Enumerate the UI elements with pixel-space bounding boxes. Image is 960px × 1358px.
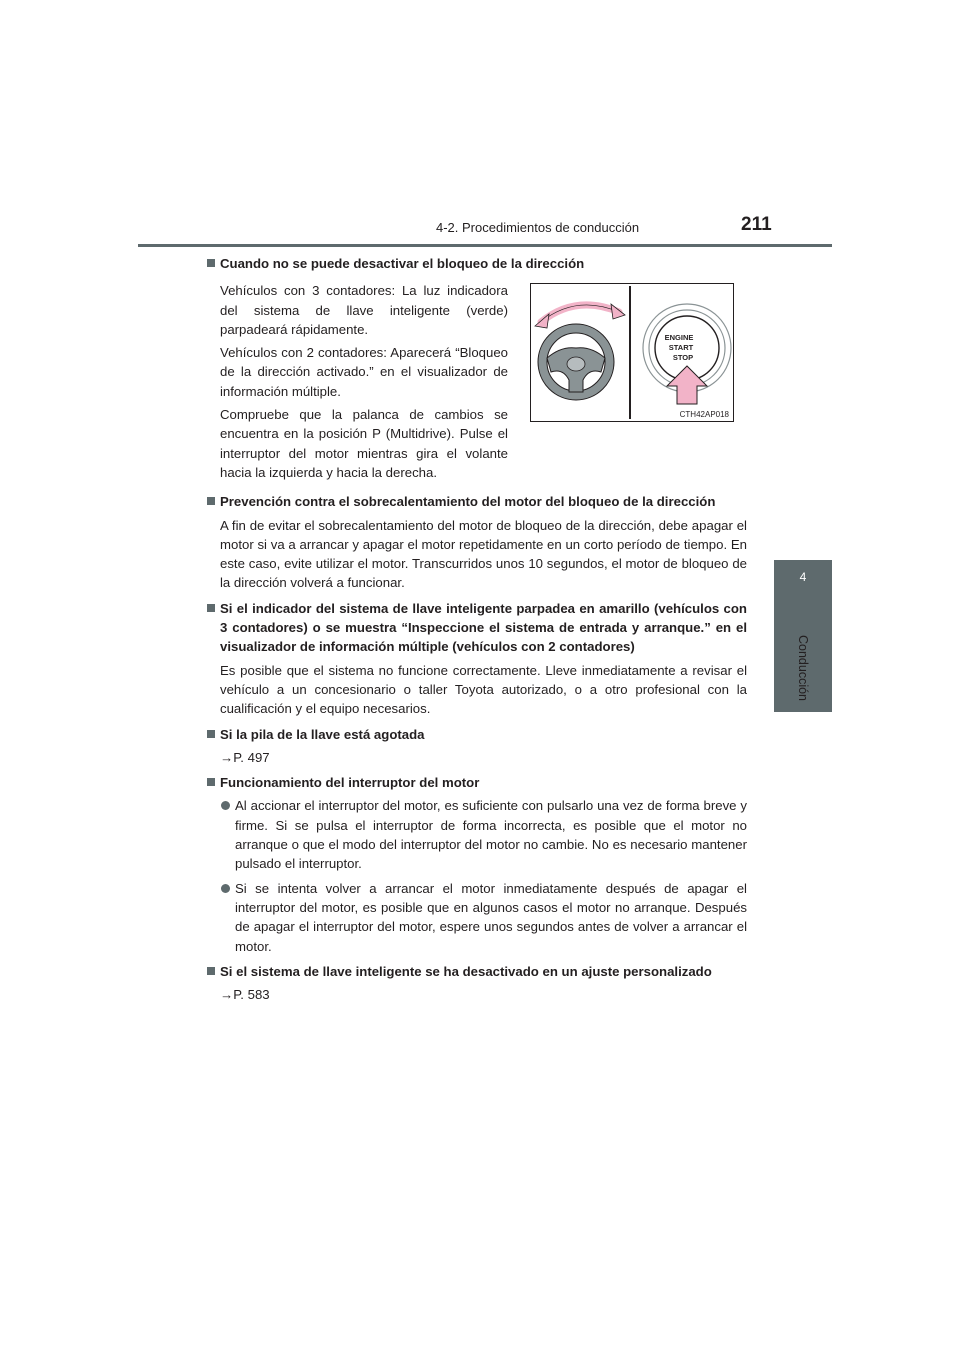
square-bullet-icon [207,497,215,505]
paragraph: Vehículos con 3 contadores: La luz indicadora del sistema de llave inteligente (verde) parpadeará rápidamente. [220,283,508,337]
section-title: Cuando no se puede desactivar el bloqueo de la dirección [207,254,747,273]
header-rule [138,244,832,247]
section-title: Si el indicador del sistema de llave inteligente parpadea en amarillo (vehículos con 3 contadores) o se muestra “Inspeccione el sistema de entrada y arranque.” en el visualizador de información múltiple (vehículos con 2 contadores) [207,599,747,657]
page-number: 211 [741,214,772,235]
section-title: Si el sistema de llave inteligente se ha desactivado en un ajuste personalizado [207,962,747,981]
section-title: Prevención contra el sobrecalentamiento del motor del bloqueo de la dirección [207,492,747,511]
page-reference-link[interactable]: →P. 583 [220,987,270,1003]
section-steering-lock [207,254,747,482]
square-bullet-icon [207,967,215,975]
button-text-start: START [668,343,694,352]
round-bullet-icon [221,801,230,810]
chapter-label-text: Conducción [796,634,810,702]
page-content [207,254,747,1010]
chapter-number: 4 [799,570,807,584]
list-item: Al accionar el interruptor del motor, es suficiente con pulsarlo una vez de forma breve y firme. Si se pulsa el interruptor de forma incorrecta, es posible que el motor no arranque o que el modo del interruptor del motor no cambie. No es necesario mantener pulsado el interruptor. [207,796,747,873]
section-indicator-flashing [207,599,747,719]
header-section-title: 4-2. Procedimientos de conducción [436,220,640,235]
square-bullet-icon [207,778,215,786]
section-key-battery [207,725,747,768]
section-title: Si la pila de la llave está agotada [207,725,747,744]
chapter-label [793,628,813,708]
paragraph: Es posible que el sistema no funcione correctamente. Lleve inmediatamente a revisar el vehículo a un concesionario o taller Toyota autorizado, o a otro profesional con la cualificación y el equipo necesarios. [220,662,747,717]
section-title: Funcionamiento del interruptor del motor [207,773,747,792]
button-text-stop: STOP [672,353,694,362]
square-bullet-icon [207,259,215,267]
square-bullet-icon [207,730,215,738]
paragraph: Vehículos con 2 contadores: Aparecerá “Bloqueo de la dirección activado.” en el visualizador de información múltiple. [220,345,508,399]
figure-code: CTH42AP018 [679,410,729,419]
section-overheat-prevention [207,492,747,592]
square-bullet-icon [207,604,215,612]
button-text-engine: ENGINE [664,333,694,342]
page-reference-link[interactable]: →P. 497 [220,749,270,765]
section-custom-setting [207,962,747,1005]
paragraph: Compruebe que la palanca de cambios se encuentra en la posición P (Multidrive). Pulse el interruptor del motor mientras gira el volante hacia la izquierda y hacia la derecha. [220,407,508,480]
round-bullet-icon [221,884,230,893]
paragraph: A fin de evitar el sobrecalentamiento del motor de bloqueo de la dirección, debe apagar el motor si va a arrancar y apagar el motor repetidamente en un corto período de tiempo. En este caso, evite utilizar el motor. Transcurridos unos 10 segundos, el motor de bloqueo de la dirección volverá a funcionar. [220,517,747,591]
section-engine-switch-operation [207,773,747,956]
list-item: Si se intenta volver a arrancar el motor inmediatamente después de apagar el interruptor del motor, es posible que en algunos casos el motor no arranque. Después de apagar el interruptor del motor, espere unos segundos antes de volver a arrancar el motor. [207,879,747,956]
